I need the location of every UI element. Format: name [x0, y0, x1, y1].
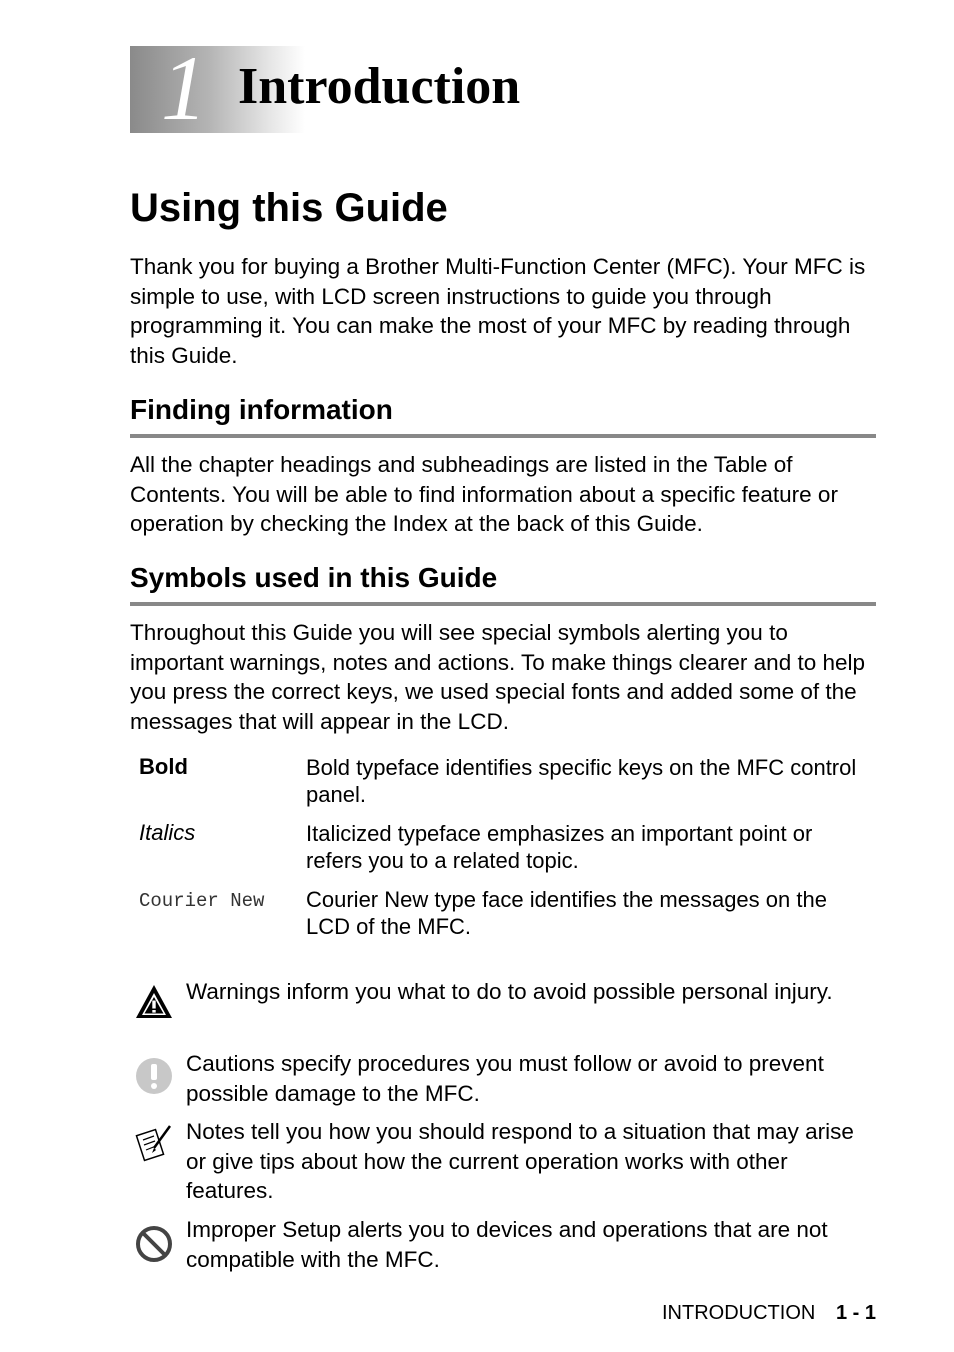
caution-text: Cautions specify procedures you must follow or avoid to prevent possible damage to the MFC. — [186, 1051, 824, 1106]
finding-information-body: All the chapter headings and subheadings are listed in the Table of Contents. You will be able to find information about a specific feature or operation by checking the Index at the back of this Guide. — [130, 452, 838, 536]
chapter-number: 1 — [161, 37, 207, 139]
typeface-description: Bold typeface identifies specific keys on the MFC control panel. — [306, 755, 857, 807]
typeface-term-bold: Bold — [139, 754, 188, 779]
warning-text: Warnings inform you what to do to avoid possible personal injury. — [186, 979, 833, 1004]
footer-section-label: INTRODUCTION — [662, 1302, 816, 1324]
symbols-body: Throughout this Guide you will see special symbols alerting you to important warnings, notes and actions. To make things clearer and to help you press the correct keys, we used special fonts and added some of the messages that will appear in the LCD. — [130, 620, 866, 734]
warning-icon — [134, 982, 174, 1022]
chapter-title: Introduction — [238, 58, 521, 115]
section-title: Using this Guide — [130, 186, 448, 230]
heading-rule — [130, 602, 876, 606]
caution-icon — [134, 1056, 174, 1096]
finding-information-heading: Finding information — [130, 394, 393, 425]
typeface-description: Italicized typeface emphasizes an important point or refers you to a related topic. — [306, 821, 813, 873]
note-icon — [134, 1122, 174, 1162]
note-text: Notes tell you how you should respond to a situation that may arise or give tips about how the current operation works with other features. — [186, 1119, 854, 1203]
heading-rule — [130, 434, 876, 438]
footer-page-number: 1 - 1 — [836, 1302, 877, 1324]
typeface-description: Courier New type face identifies the messages on the LCD of the MFC. — [306, 887, 827, 939]
symbols-heading: Symbols used in this Guide — [130, 562, 498, 593]
improper-setup-icon — [134, 1224, 174, 1264]
typeface-term-italics: Italics — [139, 820, 196, 845]
improper-setup-text: Improper Setup alerts you to devices and operations that are not compatible with the MFC. — [186, 1217, 828, 1272]
intro-paragraph: Thank you for buying a Brother Multi-Function Center (MFC). Your MFC is simple to use, with LCD screen instructions to guide you through programming it. You can make the most of your MFC by reading through this Guide. — [130, 254, 866, 368]
typeface-term-courier: Courier New — [139, 890, 265, 912]
